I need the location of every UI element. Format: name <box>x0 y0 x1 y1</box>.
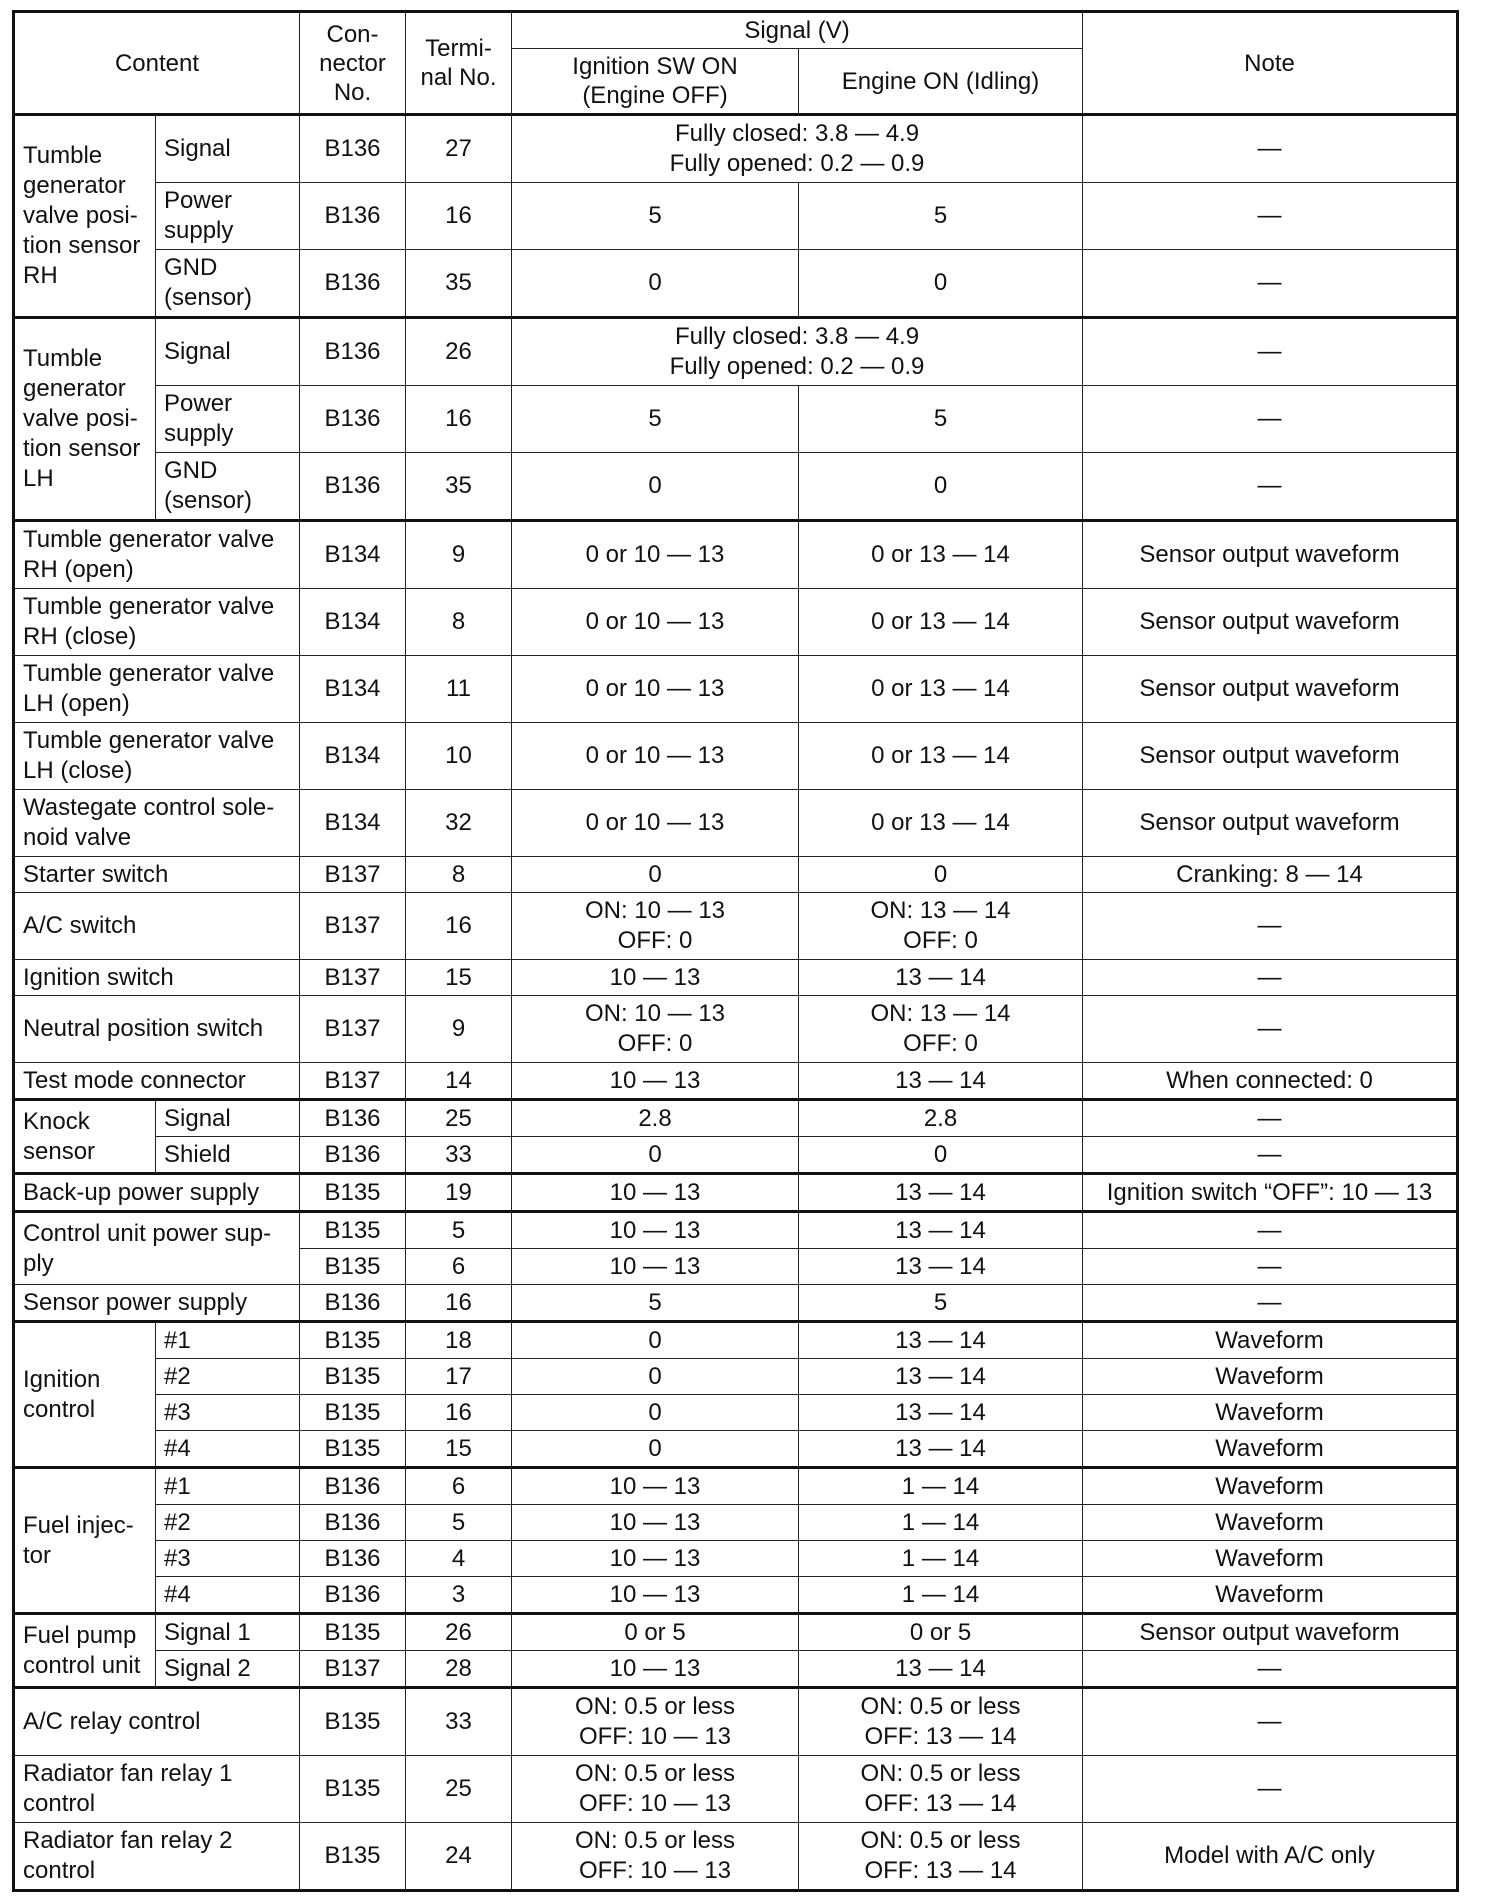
note-cell: — <box>1083 1212 1458 1249</box>
terminal-cell: 3 <box>406 1577 512 1614</box>
ignition-on-cell: 10 — 13 <box>512 1174 799 1212</box>
note-cell: — <box>1083 1756 1458 1823</box>
sub-label: Signal <box>156 115 300 183</box>
group-fuel-injector: Fuel injec- tor <box>14 1468 156 1614</box>
engine-on-cell: ON: 13 — 14 OFF: 0 <box>799 893 1083 960</box>
content-label: Sensor power supply <box>14 1285 300 1322</box>
engine-on-cell: 1 — 14 <box>799 1505 1083 1541</box>
content-label: Test mode connector <box>14 1063 300 1100</box>
header-ignition-sw-on: Ignition SW ON (Engine OFF) <box>512 49 799 115</box>
note-cell: — <box>1083 453 1458 521</box>
engine-on-cell: 0 <box>799 1137 1083 1174</box>
table-row <box>14 115 1458 183</box>
table-row <box>14 1541 1458 1577</box>
terminal-cell: 24 <box>406 1823 512 1891</box>
note-cell: — <box>1083 960 1458 996</box>
sub-label: Signal 1 <box>156 1614 300 1651</box>
ignition-on-cell: 10 — 13 <box>512 1541 799 1577</box>
header-connector-no: Con- nector No. <box>300 12 406 115</box>
engine-on-cell: ON: 0.5 or less OFF: 13 — 14 <box>799 1756 1083 1823</box>
terminal-cell: 16 <box>406 893 512 960</box>
engine-on-cell: 13 — 14 <box>799 1359 1083 1395</box>
connector-cell: B135 <box>300 1823 406 1891</box>
engine-on-cell: 13 — 14 <box>799 1174 1083 1212</box>
terminal-cell: 10 <box>406 723 512 790</box>
terminal-cell: 28 <box>406 1651 512 1688</box>
ignition-on-cell: ON: 10 — 13 OFF: 0 <box>512 893 799 960</box>
terminal-cell: 4 <box>406 1541 512 1577</box>
table-row <box>14 857 1458 893</box>
table-row <box>14 1468 1458 1505</box>
connector-cell: B135 <box>300 1249 406 1285</box>
terminal-cell: 19 <box>406 1174 512 1212</box>
terminal-cell: 15 <box>406 960 512 996</box>
table-row <box>14 1431 1458 1468</box>
content-label: Tumble generator valve LH (close) <box>14 723 300 790</box>
table-row <box>14 1651 1458 1688</box>
table-row <box>14 453 1458 521</box>
engine-on-cell: 13 — 14 <box>799 960 1083 996</box>
table-row <box>14 1505 1458 1541</box>
content-label: A/C relay control <box>14 1688 300 1756</box>
header-content: Content <box>14 12 300 115</box>
connector-cell: B136 <box>300 1541 406 1577</box>
note-cell: — <box>1083 1285 1458 1322</box>
content-label: Tumble generator valve RH (close) <box>14 589 300 656</box>
content-label: Wastegate control sole- noid valve <box>14 790 300 857</box>
group-tgv-sensor-lh: Tumble generator valve posi- tion sensor LH <box>14 318 156 521</box>
ignition-on-cell: 5 <box>512 386 799 453</box>
terminal-cell: 16 <box>406 386 512 453</box>
engine-on-cell: 13 — 14 <box>799 1651 1083 1688</box>
engine-on-cell: 0 <box>799 250 1083 318</box>
table-row <box>14 1688 1458 1756</box>
terminal-cell: 9 <box>406 996 512 1063</box>
connector-cell: B134 <box>300 521 406 589</box>
sub-label: #4 <box>156 1431 300 1468</box>
signal-merged-cell: Fully closed: 3.8 — 4.9 Fully opened: 0.2 — 0.9 <box>512 318 1083 386</box>
table-row <box>14 960 1458 996</box>
connector-cell: B136 <box>300 183 406 250</box>
table-row <box>14 1322 1458 1359</box>
ignition-on-cell: 10 — 13 <box>512 1651 799 1688</box>
connector-cell: B135 <box>300 1756 406 1823</box>
terminal-cell: 9 <box>406 521 512 589</box>
ignition-on-cell: 0 or 10 — 13 <box>512 521 799 589</box>
note-cell: Sensor output waveform <box>1083 790 1458 857</box>
ignition-on-cell: 10 — 13 <box>512 960 799 996</box>
table-row <box>14 656 1458 723</box>
note-cell: When connected: 0 <box>1083 1063 1458 1100</box>
engine-on-cell: ON: 13 — 14 OFF: 0 <box>799 996 1083 1063</box>
terminal-cell: 6 <box>406 1249 512 1285</box>
table-row <box>14 996 1458 1063</box>
engine-on-cell: 5 <box>799 386 1083 453</box>
note-cell: Waveform <box>1083 1322 1458 1359</box>
note-cell: Cranking: 8 — 14 <box>1083 857 1458 893</box>
connector-cell: B136 <box>300 318 406 386</box>
engine-on-cell: 2.8 <box>799 1100 1083 1137</box>
note-cell: Sensor output waveform <box>1083 723 1458 790</box>
terminal-cell: 32 <box>406 790 512 857</box>
content-label: Tumble generator valve RH (open) <box>14 521 300 589</box>
connector-cell: B134 <box>300 723 406 790</box>
ignition-on-cell: 10 — 13 <box>512 1577 799 1614</box>
sub-label: Shield <box>156 1137 300 1174</box>
table-row <box>14 1823 1458 1891</box>
sub-label: Signal <box>156 1100 300 1137</box>
ignition-on-cell: 10 — 13 <box>512 1212 799 1249</box>
table-row <box>14 1063 1458 1100</box>
terminal-cell: 14 <box>406 1063 512 1100</box>
note-cell: — <box>1083 1137 1458 1174</box>
header-engine-on: Engine ON (Idling) <box>799 49 1083 115</box>
engine-on-cell: 1 — 14 <box>799 1541 1083 1577</box>
connector-cell: B135 <box>300 1688 406 1756</box>
sub-label: #3 <box>156 1541 300 1577</box>
engine-on-cell: 0 or 5 <box>799 1614 1083 1651</box>
terminal-cell: 33 <box>406 1688 512 1756</box>
terminal-cell: 5 <box>406 1212 512 1249</box>
sub-label: #1 <box>156 1468 300 1505</box>
terminal-cell: 11 <box>406 656 512 723</box>
note-cell: — <box>1083 1100 1458 1137</box>
sub-label: #2 <box>156 1359 300 1395</box>
terminal-cell: 26 <box>406 318 512 386</box>
table-row <box>14 1212 1458 1249</box>
ignition-on-cell: 0 or 10 — 13 <box>512 790 799 857</box>
note-cell: — <box>1083 1249 1458 1285</box>
ignition-on-cell: 5 <box>512 183 799 250</box>
ignition-on-cell: 10 — 13 <box>512 1468 799 1505</box>
note-cell: Waveform <box>1083 1541 1458 1577</box>
connector-cell: B135 <box>300 1322 406 1359</box>
connector-cell: B137 <box>300 1063 406 1100</box>
connector-cell: B136 <box>300 1577 406 1614</box>
table-row <box>14 790 1458 857</box>
content-label: Neutral position switch <box>14 996 300 1063</box>
ignition-on-cell: ON: 0.5 or less OFF: 10 — 13 <box>512 1688 799 1756</box>
engine-on-cell: 13 — 14 <box>799 1249 1083 1285</box>
terminal-cell: 33 <box>406 1137 512 1174</box>
sub-label: #3 <box>156 1395 300 1431</box>
note-cell: — <box>1083 1651 1458 1688</box>
ignition-on-cell: 5 <box>512 1285 799 1322</box>
engine-on-cell: 0 or 13 — 14 <box>799 656 1083 723</box>
note-cell: Waveform <box>1083 1359 1458 1395</box>
engine-on-cell: 1 — 14 <box>799 1468 1083 1505</box>
terminal-cell: 8 <box>406 857 512 893</box>
connector-cell: B137 <box>300 893 406 960</box>
note-cell: — <box>1083 318 1458 386</box>
note-cell: Sensor output waveform <box>1083 589 1458 656</box>
ignition-on-cell: 0 or 10 — 13 <box>512 589 799 656</box>
content-label: Tumble generator valve LH (open) <box>14 656 300 723</box>
note-cell: — <box>1083 893 1458 960</box>
engine-on-cell: 0 or 13 — 14 <box>799 723 1083 790</box>
engine-on-cell: ON: 0.5 or less OFF: 13 — 14 <box>799 1688 1083 1756</box>
connector-cell: B136 <box>300 386 406 453</box>
note-cell: Sensor output waveform <box>1083 656 1458 723</box>
connector-cell: B137 <box>300 857 406 893</box>
note-cell: Waveform <box>1083 1431 1458 1468</box>
engine-on-cell: 0 <box>799 453 1083 521</box>
note-cell: Waveform <box>1083 1468 1458 1505</box>
terminal-cell: 35 <box>406 453 512 521</box>
connector-cell: B136 <box>300 250 406 318</box>
table-row <box>14 1137 1458 1174</box>
ignition-on-cell: 0 <box>512 1359 799 1395</box>
engine-on-cell: 5 <box>799 1285 1083 1322</box>
content-label: Ignition switch <box>14 960 300 996</box>
note-cell: Model with A/C only <box>1083 1823 1458 1891</box>
sub-label: Signal 2 <box>156 1651 300 1688</box>
ignition-on-cell: 10 — 13 <box>512 1063 799 1100</box>
engine-on-cell: 0 or 13 — 14 <box>799 589 1083 656</box>
terminal-cell: 17 <box>406 1359 512 1395</box>
ignition-on-cell: 0 <box>512 1395 799 1431</box>
note-cell: Waveform <box>1083 1577 1458 1614</box>
connector-cell: B135 <box>300 1431 406 1468</box>
connector-cell: B134 <box>300 589 406 656</box>
engine-on-cell: 13 — 14 <box>799 1212 1083 1249</box>
table-row <box>14 183 1458 250</box>
terminal-cell: 27 <box>406 115 512 183</box>
terminal-cell: 15 <box>406 1431 512 1468</box>
ignition-on-cell: 0 <box>512 453 799 521</box>
engine-on-cell: 13 — 14 <box>799 1322 1083 1359</box>
table-row <box>14 1395 1458 1431</box>
table-row <box>14 386 1458 453</box>
terminal-cell: 26 <box>406 1614 512 1651</box>
ignition-on-cell: 10 — 13 <box>512 1505 799 1541</box>
table-row <box>14 1285 1458 1322</box>
table-row <box>14 893 1458 960</box>
note-cell: Sensor output waveform <box>1083 521 1458 589</box>
ignition-on-cell: 0 <box>512 250 799 318</box>
connector-cell: B135 <box>300 1212 406 1249</box>
table-row <box>14 250 1458 318</box>
connector-cell: B136 <box>300 1100 406 1137</box>
engine-on-cell: 0 or 13 — 14 <box>799 521 1083 589</box>
group-control-unit-power: Control unit power sup- ply <box>14 1212 300 1285</box>
note-cell: Ignition switch “OFF”: 10 — 13 <box>1083 1174 1458 1212</box>
terminal-cell: 18 <box>406 1322 512 1359</box>
terminal-cell: 6 <box>406 1468 512 1505</box>
content-label: Back-up power supply <box>14 1174 300 1212</box>
connector-cell: B137 <box>300 1651 406 1688</box>
ignition-on-cell: 0 <box>512 1322 799 1359</box>
ignition-on-cell: 10 — 13 <box>512 1249 799 1285</box>
connector-cell: B135 <box>300 1614 406 1651</box>
sub-label: Power supply <box>156 183 300 250</box>
ignition-on-cell: ON: 10 — 13 OFF: 0 <box>512 996 799 1063</box>
connector-cell: B136 <box>300 453 406 521</box>
table-row <box>14 1359 1458 1395</box>
note-cell: Waveform <box>1083 1395 1458 1431</box>
table-row <box>14 1577 1458 1614</box>
table-row <box>14 1756 1458 1823</box>
note-cell: Sensor output waveform <box>1083 1614 1458 1651</box>
sub-label: Power supply <box>156 386 300 453</box>
ignition-on-cell: 0 <box>512 1137 799 1174</box>
note-cell: — <box>1083 183 1458 250</box>
engine-on-cell: 5 <box>799 183 1083 250</box>
ignition-on-cell: ON: 0.5 or less OFF: 10 — 13 <box>512 1823 799 1891</box>
terminal-cell: 16 <box>406 1395 512 1431</box>
content-label: Radiator fan relay 2 control <box>14 1823 300 1891</box>
table-row <box>14 318 1458 386</box>
engine-on-cell: 0 or 13 — 14 <box>799 790 1083 857</box>
sub-label: #4 <box>156 1577 300 1614</box>
terminal-cell: 35 <box>406 250 512 318</box>
connector-cell: B137 <box>300 996 406 1063</box>
ecm-terminal-signal-table <box>12 10 1459 1892</box>
note-cell: — <box>1083 996 1458 1063</box>
content-label: Starter switch <box>14 857 300 893</box>
note-cell: — <box>1083 115 1458 183</box>
terminal-cell: 25 <box>406 1756 512 1823</box>
header-signal-v: Signal (V) <box>512 12 1083 49</box>
note-cell: — <box>1083 386 1458 453</box>
group-fuel-pump-control-unit: Fuel pump control unit <box>14 1614 156 1688</box>
sub-label: GND (sensor) <box>156 453 300 521</box>
terminal-cell: 5 <box>406 1505 512 1541</box>
engine-on-cell: 1 — 14 <box>799 1577 1083 1614</box>
note-cell: — <box>1083 1688 1458 1756</box>
connector-cell: B134 <box>300 790 406 857</box>
ignition-on-cell: 0 or 10 — 13 <box>512 656 799 723</box>
group-ignition-control: Ignition control <box>14 1322 156 1468</box>
connector-cell: B136 <box>300 115 406 183</box>
sub-label: #1 <box>156 1322 300 1359</box>
connector-cell: B134 <box>300 656 406 723</box>
engine-on-cell: 13 — 14 <box>799 1395 1083 1431</box>
connector-cell: B136 <box>300 1505 406 1541</box>
engine-on-cell: ON: 0.5 or less OFF: 13 — 14 <box>799 1823 1083 1891</box>
group-tgv-sensor-rh: Tumble generator valve posi- tion sensor RH <box>14 115 156 318</box>
ignition-on-cell: 2.8 <box>512 1100 799 1137</box>
engine-on-cell: 0 <box>799 857 1083 893</box>
table-row <box>14 1614 1458 1651</box>
ignition-on-cell: ON: 0.5 or less OFF: 10 — 13 <box>512 1756 799 1823</box>
connector-cell: B136 <box>300 1285 406 1322</box>
header-note: Note <box>1083 12 1458 115</box>
note-cell: — <box>1083 250 1458 318</box>
content-label: Radiator fan relay 1 control <box>14 1756 300 1823</box>
table-row <box>14 521 1458 589</box>
group-knock-sensor: Knock sensor <box>14 1100 156 1174</box>
sub-label: Signal <box>156 318 300 386</box>
connector-cell: B135 <box>300 1395 406 1431</box>
ignition-on-cell: 0 <box>512 1431 799 1468</box>
terminal-cell: 16 <box>406 183 512 250</box>
signal-table-wrapper <box>12 10 1459 1892</box>
table-row <box>14 723 1458 790</box>
sub-label: #2 <box>156 1505 300 1541</box>
terminal-cell: 8 <box>406 589 512 656</box>
connector-cell: B137 <box>300 960 406 996</box>
connector-cell: B135 <box>300 1174 406 1212</box>
signal-merged-cell: Fully closed: 3.8 — 4.9 Fully opened: 0.2 — 0.9 <box>512 115 1083 183</box>
table-row <box>14 1174 1458 1212</box>
terminal-cell: 25 <box>406 1100 512 1137</box>
connector-cell: B136 <box>300 1137 406 1174</box>
header-terminal-no: Termi- nal No. <box>406 12 512 115</box>
terminal-cell: 16 <box>406 1285 512 1322</box>
ignition-on-cell: 0 <box>512 857 799 893</box>
ignition-on-cell: 0 or 5 <box>512 1614 799 1651</box>
table-row <box>14 589 1458 656</box>
connector-cell: B135 <box>300 1359 406 1395</box>
content-label: A/C switch <box>14 893 300 960</box>
engine-on-cell: 13 — 14 <box>799 1063 1083 1100</box>
table-row <box>14 1100 1458 1137</box>
ignition-on-cell: 0 or 10 — 13 <box>512 723 799 790</box>
connector-cell: B136 <box>300 1468 406 1505</box>
sub-label: GND (sensor) <box>156 250 300 318</box>
note-cell: Waveform <box>1083 1505 1458 1541</box>
engine-on-cell: 13 — 14 <box>799 1431 1083 1468</box>
